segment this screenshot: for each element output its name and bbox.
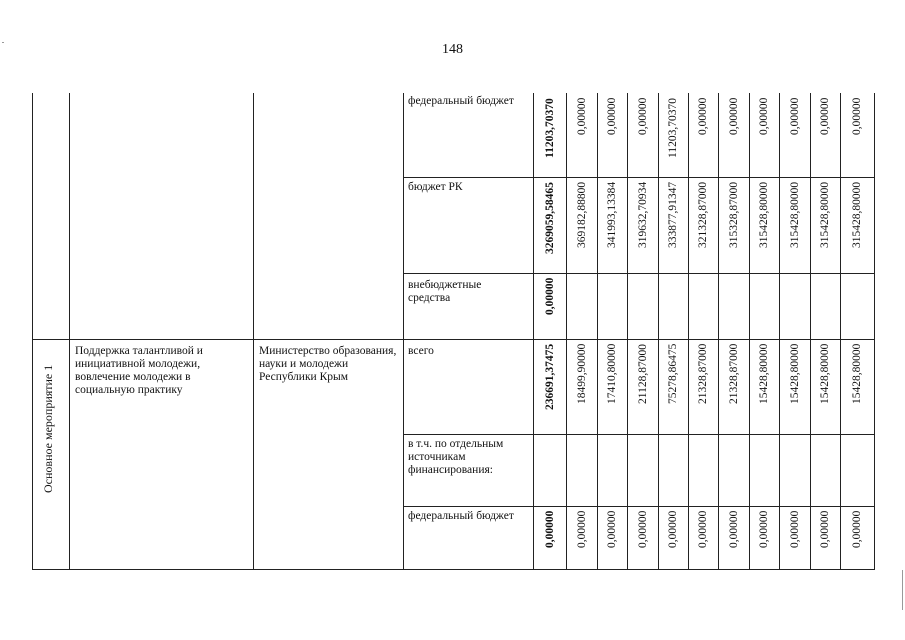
year-value-cell: 0,00000 bbox=[851, 510, 863, 548]
year-value-cell: 0,00000 bbox=[575, 510, 588, 548]
year-value-cell: 315428,80000 bbox=[819, 181, 831, 248]
column-border bbox=[658, 93, 659, 570]
source-label: бюджет РК bbox=[408, 181, 463, 193]
year-value-cell: 15428,80000 bbox=[758, 343, 770, 404]
column-border bbox=[749, 93, 750, 570]
column-border bbox=[32, 93, 33, 570]
year-value-cell: 75278,86475 bbox=[667, 343, 679, 404]
year-value-cell: 15428,80000 bbox=[819, 343, 831, 404]
year-value-cell: 21128,87000 bbox=[636, 344, 649, 404]
year-value-cell: 0,00000 bbox=[606, 97, 618, 135]
source-label: федеральный бюджет bbox=[408, 510, 514, 522]
year-value-cell: 0,00000 bbox=[788, 510, 801, 548]
year-value-cell: 0,00000 bbox=[758, 510, 770, 548]
year-value-cell: 0,00000 bbox=[636, 510, 649, 548]
page-number: 148 bbox=[442, 42, 463, 57]
column-border bbox=[718, 93, 719, 570]
year-value-cell: 18499,90000 bbox=[575, 343, 588, 404]
column-border bbox=[403, 93, 404, 570]
year-value-cell: 0,00000 bbox=[575, 97, 588, 135]
budget-table bbox=[32, 93, 875, 570]
year-value-cell: 21328,87000 bbox=[727, 343, 740, 404]
year-value-cell: 0,00000 bbox=[667, 510, 679, 548]
column-border bbox=[688, 93, 689, 570]
year-value-cell: 0,00000 bbox=[758, 97, 770, 135]
year-value-cell: 11203,70370 bbox=[667, 98, 679, 158]
total-value-cell: 0,00000 bbox=[543, 277, 556, 315]
year-value-cell: 15428,80000 bbox=[788, 343, 801, 404]
row-border bbox=[403, 177, 874, 178]
year-value-cell: 0,00000 bbox=[606, 510, 618, 548]
column-border bbox=[597, 93, 598, 570]
year-value-cell: 0,00000 bbox=[819, 510, 831, 548]
total-value-cell: 236691,37475 bbox=[543, 343, 556, 410]
year-value-cell: 0,00000 bbox=[788, 97, 801, 135]
year-value-cell: 369182,88800 bbox=[575, 181, 588, 248]
scan-artifact bbox=[2, 42, 4, 43]
column-border bbox=[533, 93, 534, 570]
year-value-cell: 0,00000 bbox=[727, 97, 740, 135]
year-value-cell: 0,00000 bbox=[636, 97, 649, 135]
column-border bbox=[253, 93, 254, 570]
total-value-cell: 0,00000 bbox=[543, 510, 556, 548]
row-border bbox=[403, 273, 874, 274]
year-value-cell: 333877,91347 bbox=[667, 181, 679, 248]
source-label: внебюджетные средства bbox=[408, 279, 482, 304]
column-border bbox=[840, 93, 841, 570]
column-border bbox=[69, 93, 70, 570]
measure-label: Основное мероприятие 1 bbox=[41, 364, 55, 493]
year-value-cell: 0,00000 bbox=[697, 510, 709, 548]
measure-executor: Министерство образования, науки и молодежи Республики Крым bbox=[259, 345, 397, 383]
row-border bbox=[403, 434, 874, 435]
column-border bbox=[627, 93, 628, 570]
source-label: федеральный бюджет bbox=[408, 95, 514, 107]
row-border bbox=[403, 506, 874, 507]
source-label: всего bbox=[408, 345, 434, 357]
measure-name: Поддержка талантливой и инициативной молодежи, вовлечение молодежи в социальную практику bbox=[75, 345, 203, 396]
total-value-cell: 3269059,58465 bbox=[543, 182, 556, 254]
year-value-cell: 315428,80000 bbox=[851, 181, 863, 248]
total-value-cell: 11203,70370 bbox=[543, 98, 556, 158]
year-value-cell: 341993,13384 bbox=[606, 181, 618, 248]
column-border bbox=[874, 93, 875, 570]
year-value-cell: 321328,87000 bbox=[697, 181, 709, 248]
year-value-cell: 17410,80000 bbox=[606, 343, 618, 404]
year-value-cell: 21328,87000 bbox=[697, 343, 709, 404]
year-value-cell: 0,00000 bbox=[697, 97, 709, 135]
column-border bbox=[810, 93, 811, 570]
column-border bbox=[779, 93, 780, 570]
year-value-cell: 315428,80000 bbox=[758, 181, 770, 248]
year-value-cell: 315428,80000 bbox=[788, 181, 801, 248]
source-label: в т.ч. по отдельным источникам финансирования: bbox=[408, 438, 504, 476]
year-value-cell: 0,00000 bbox=[819, 97, 831, 135]
year-value-cell: 319632,70934 bbox=[636, 181, 649, 248]
year-value-cell: 0,00000 bbox=[851, 97, 863, 135]
row-border bbox=[32, 339, 874, 340]
year-value-cell: 15428,80000 bbox=[851, 343, 863, 404]
year-value-cell: 315328,87000 bbox=[727, 181, 740, 248]
column-border bbox=[566, 93, 567, 570]
row-border bbox=[32, 569, 874, 570]
year-value-cell: 0,00000 bbox=[727, 510, 740, 548]
